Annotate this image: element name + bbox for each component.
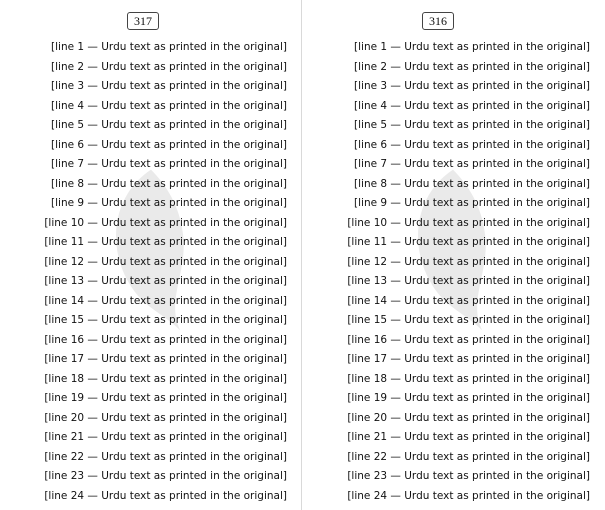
text-line: [line 15 — Urdu text as printed in the original] [347,314,590,326]
text-line: [line 14 — Urdu text as printed in the original] [44,294,287,307]
text-line: [line 14 — Urdu text as printed in the original] [347,294,590,307]
text-line: [line 11 — Urdu text as printed in the original] [347,236,590,248]
text-line: [line 8 — Urdu text as printed in the original] [51,177,287,190]
text-line: [line 16 — Urdu text as printed in the original] [44,333,287,346]
text-line: [line 6 — Urdu text as printed in the original] [51,138,287,151]
text-line: [line 20 — Urdu text as printed in the original] [44,411,287,424]
text-line: [line 12 — Urdu text as printed in the original] [44,255,287,268]
text-line: [line 18 — Urdu text as printed in the original] [347,372,590,385]
text-line: [line 17 — Urdu text as printed in the original] [347,353,590,365]
text-line: [line 10 — Urdu text as printed in the original] [44,216,287,229]
text-line: [line 22 — Urdu text as printed in the original] [347,450,590,463]
text-line: [line 4 — Urdu text as printed in the original] [354,99,590,112]
text-line: [line 10 — Urdu text as printed in the original] [347,216,590,229]
text-line: [line 3 — Urdu text as printed in the original] [354,80,590,92]
text-line: [line 3 — Urdu text as printed in the original] [51,80,287,92]
text-line: [line 13 — Urdu text as printed in the original] [44,275,287,287]
right-page [302,0,604,510]
text-line: [line 7 — Urdu text as printed in the original] [51,158,287,170]
left-page [0,0,302,510]
text-line: [line 5 — Urdu text as printed in the original] [354,119,590,131]
text-line: [line 23 — Urdu text as printed in the original] [44,470,287,482]
text-line: [line 4 — Urdu text as printed in the original] [51,99,287,112]
text-line: [line 9 — Urdu text as printed in the original] [51,197,287,209]
text-line: [line 12 — Urdu text as printed in the original] [347,255,590,268]
text-line: [line 23 — Urdu text as printed in the original] [347,470,590,482]
text-line: [line 21 — Urdu text as printed in the original] [44,431,287,443]
text-line: [line 24 — Urdu text as printed in the original] [347,489,590,502]
left-page-text [12,38,287,502]
text-line: [line 21 — Urdu text as printed in the original] [347,431,590,443]
text-line: [line 1 — Urdu text as printed in the original] [51,41,287,53]
text-line: [line 6 — Urdu text as printed in the original] [354,138,590,151]
text-line: [line 15 — Urdu text as printed in the original] [44,314,287,326]
text-line: [line 19 — Urdu text as printed in the original] [44,392,287,404]
right-page-number: 316 [422,12,454,30]
text-line: [line 18 — Urdu text as printed in the original] [44,372,287,385]
text-line: [line 2 — Urdu text as printed in the original] [51,60,287,73]
text-line: [line 16 — Urdu text as printed in the original] [347,333,590,346]
text-line: [line 17 — Urdu text as printed in the original] [44,353,287,365]
text-line: [line 11 — Urdu text as printed in the original] [44,236,287,248]
text-line: [line 13 — Urdu text as printed in the original] [347,275,590,287]
text-line: [line 5 — Urdu text as printed in the original] [51,119,287,131]
text-line: [line 7 — Urdu text as printed in the original] [354,158,590,170]
right-page-text [314,38,590,502]
text-line: [line 9 — Urdu text as printed in the original] [354,197,590,209]
text-line: [line 22 — Urdu text as printed in the original] [44,450,287,463]
text-line: [line 1 — Urdu text as printed in the original] [354,41,590,53]
text-line: [line 2 — Urdu text as printed in the original] [354,60,590,73]
text-line: [line 19 — Urdu text as printed in the original] [347,392,590,404]
text-line: [line 20 — Urdu text as printed in the original] [347,411,590,424]
text-line: [line 8 — Urdu text as printed in the original] [354,177,590,190]
left-page-number: 317 [127,12,159,30]
text-line: [line 24 — Urdu text as printed in the original] [44,489,287,502]
